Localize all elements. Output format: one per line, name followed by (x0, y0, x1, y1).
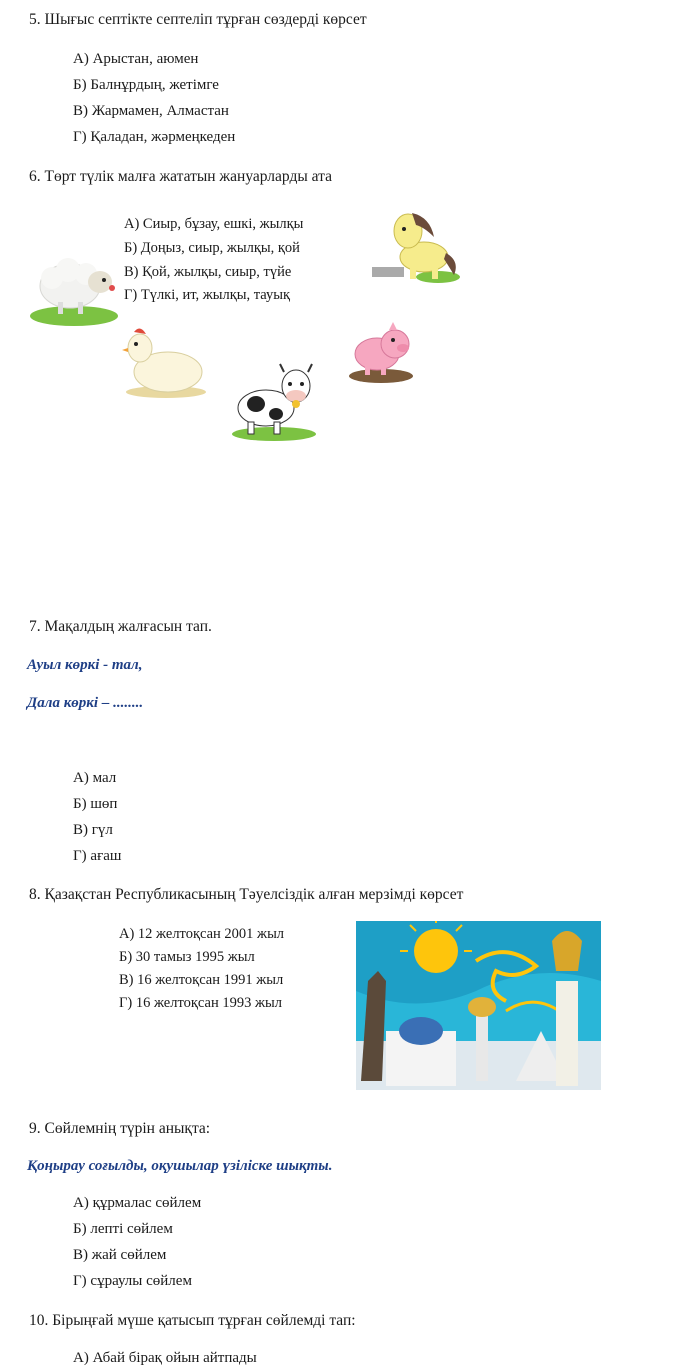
q6-option-a: А) Сиыр, бұзау, ешкі, жылқы (124, 216, 304, 232)
q8-option-d: Г) 16 желтоқсан 1993 жыл (119, 995, 282, 1011)
chicken-illustration (122, 322, 208, 400)
sheep-illustration (28, 248, 120, 328)
q9-option-d: Г) сұраулы сөйлем (73, 1273, 192, 1289)
q8-option-b: Б) 30 тамыз 1995 жыл (119, 949, 255, 965)
q9-option-b: Б) лепті сөйлем (73, 1221, 173, 1237)
q6-option-c: В) Қой, жылқы, сиыр, түйе (124, 264, 292, 280)
question-5-text: 5. Шығыс септікте септеліп тұрған сөздерді көрсет (29, 11, 367, 28)
q5-option-d: Г) Қаладан, жәрмеңкеден (73, 129, 236, 145)
cow-illustration (226, 360, 320, 442)
q7-option-a: А) мал (73, 770, 117, 786)
q7-option-c: В) гүл (73, 822, 113, 838)
q5-option-c: В) Жармамен, Алмастан (73, 103, 229, 119)
q10-option-a: А) Абай бірақ ойын айтпады (73, 1350, 257, 1366)
q6-option-d: Г) Түлкі, ит, жылқы, тауық (124, 287, 291, 303)
q8-option-a: А) 12 желтоқсан 2001 жыл (119, 926, 285, 942)
q5-option-a: А) Арыстан, аюмен (73, 51, 199, 67)
q6-option-b: Б) Доңыз, сиыр, жылқы, қой (124, 240, 300, 256)
proverb-line-2: Дала көркі – ........ (27, 695, 144, 711)
pig-illustration (345, 314, 417, 386)
astana-collage (356, 921, 601, 1090)
question-10-text: 10. Бірыңғай мүше қатысып тұрған сөйлемді тап: (29, 1312, 356, 1329)
question-8-text: 8. Қазақстан Республикасының Тәуелсіздік алған мерзімді көрсет (29, 886, 464, 903)
proverb-line-1: Ауыл көркі - тал, (27, 657, 143, 673)
q9-sentence: Қоңырау соғылды, оқушылар үзіліске шықты. (27, 1158, 333, 1174)
horse-illustration (368, 203, 464, 287)
question-6-text: 6. Төрт түлік малға жататын жануарларды ата (29, 168, 332, 185)
q8-option-c: В) 16 желтоқсан 1991 жыл (119, 972, 284, 988)
q7-option-d: Г) ағаш (73, 848, 122, 864)
question-9-text: 9. Сөйлемнің түрін анықта: (29, 1120, 211, 1137)
q9-option-c: В) жай сөйлем (73, 1247, 167, 1263)
question-7-text: 7. Мақалдың жалғасын тап. (29, 618, 212, 635)
q7-option-b: Б) шөп (73, 796, 118, 812)
q5-option-b: Б) Балнұрдың, жетімге (73, 77, 219, 93)
q9-option-a: А) құрмалас сөйлем (73, 1195, 202, 1211)
